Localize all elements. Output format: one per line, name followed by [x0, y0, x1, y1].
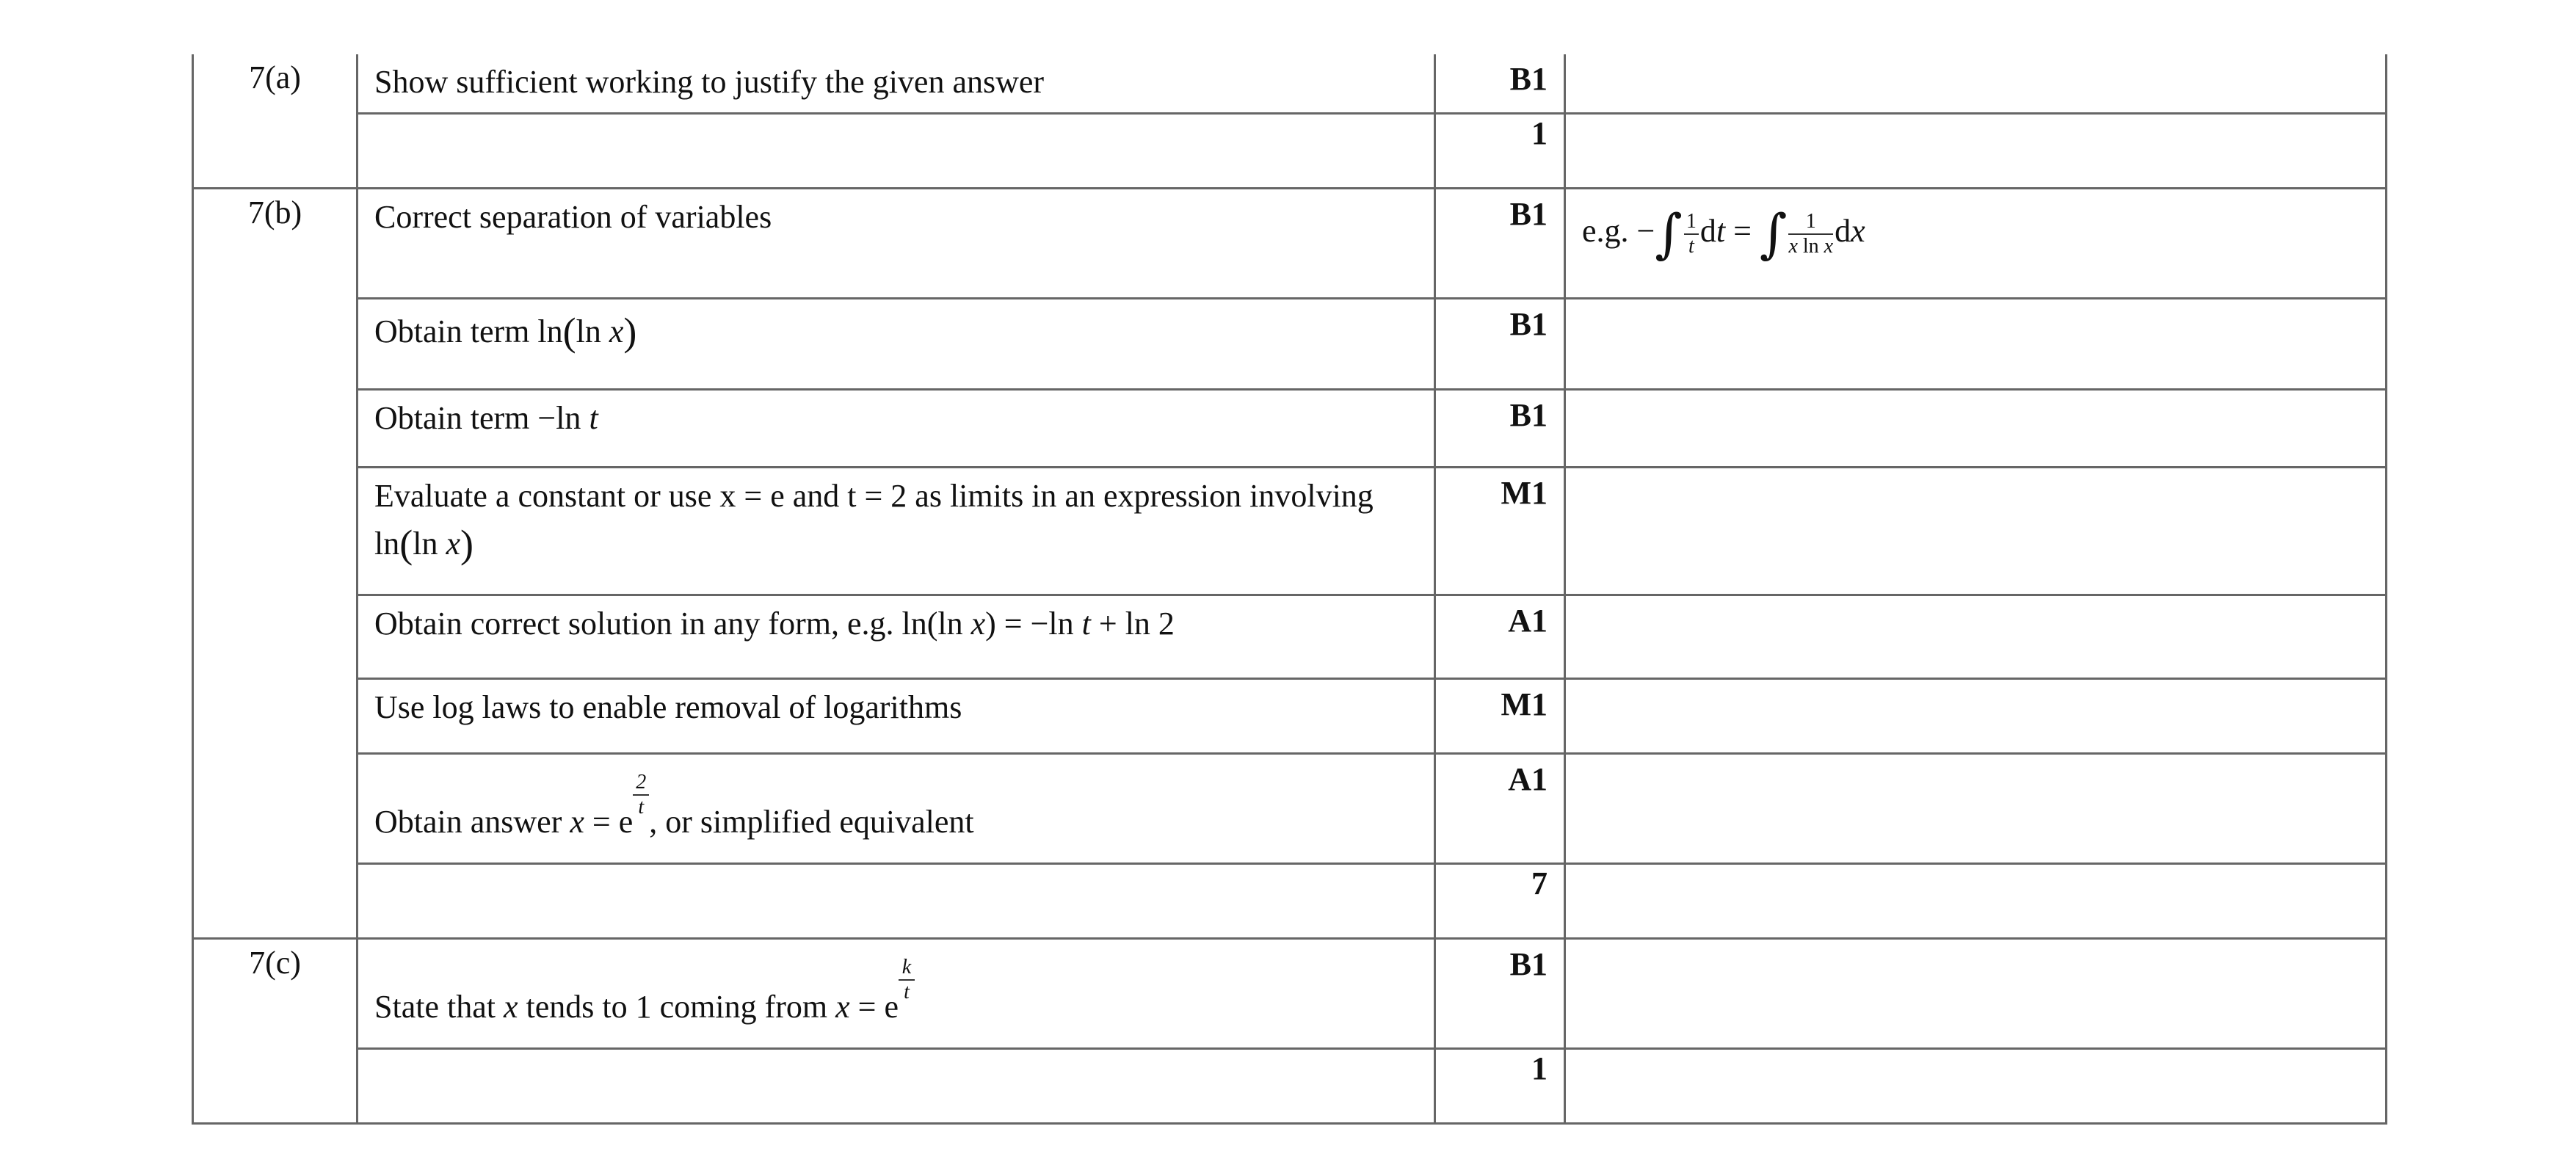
answer-cell: Correct separation of variables [358, 188, 1435, 298]
guidance-cell [1565, 113, 2387, 188]
guidance-cell [1565, 298, 2387, 389]
guidance-cell [1565, 467, 2387, 595]
mark-cell: B1 [1435, 188, 1565, 298]
table-row [193, 389, 2387, 467]
table-row [193, 188, 2387, 298]
answer-text: Obtain term [374, 399, 530, 436]
answer-text: Evaluate a constant or use x = e and t = 2 as limits in an expression involving [374, 477, 1374, 514]
total-mark: 1 [1435, 113, 1565, 188]
guidance-cell [1565, 188, 2387, 298]
answer-cell [358, 298, 1435, 389]
math-ln-ln-x: ln(ln x) [537, 309, 637, 354]
answer-cell: State that x tends to 1 coming from x = e k t [358, 938, 1435, 1048]
answer-cell [358, 863, 1435, 938]
mark-cell: B1 [1435, 938, 1565, 1048]
answer-cell [358, 389, 1435, 467]
guidance-cell [1565, 54, 2387, 113]
separation-formula: −∫ $\frac{1}{t}$ dt = ∫ $\frac{1}{\text{x ln x}}$ dx [1636, 202, 1865, 264]
math-ln-ln-x: ln(ln x) [374, 521, 474, 566]
answer-text: Obtain term [374, 313, 530, 349]
answer-cell [358, 1048, 1435, 1123]
math-x-equals-e-2-over-t: x = e 2 t [570, 804, 649, 840]
answer-cell [358, 595, 1435, 678]
table-row [193, 298, 2387, 389]
answer-text: State that [374, 988, 496, 1025]
table-row-total [193, 1048, 2387, 1123]
answer-text: tends to 1 coming from [526, 988, 828, 1025]
question-number: 7(b) [193, 188, 358, 938]
guidance-cell [1565, 938, 2387, 1048]
table-row-total [193, 113, 2387, 188]
mark-cell: B1 [1435, 298, 1565, 389]
guidance-prefix: e.g. [1582, 212, 1629, 249]
mark-cell: M1 [1435, 678, 1565, 753]
guidance-cell [1565, 595, 2387, 678]
math-minus-ln-t: −ln t [537, 399, 598, 436]
guidance-cell [1565, 389, 2387, 467]
answer-cell: Use log laws to enable removal of logarithms [358, 678, 1435, 753]
mark-cell: B1 [1435, 389, 1565, 467]
table-row [193, 753, 2387, 863]
guidance-cell [1565, 678, 2387, 753]
table-row [193, 678, 2387, 753]
guidance-cell [1565, 863, 2387, 938]
question-number: 7(a) [193, 54, 358, 188]
math-x-equals-e-k-over-t: x = e k t [835, 989, 915, 1025]
guidance-cell [1565, 1048, 2387, 1123]
table-row [193, 467, 2387, 595]
mark-scheme-table [192, 54, 2387, 1125]
answer-cell [358, 113, 1435, 188]
answer-cell [358, 467, 1435, 595]
mark-cell: M1 [1435, 467, 1565, 595]
mark-cell: A1 [1435, 595, 1565, 678]
total-mark: 1 [1435, 1048, 1565, 1123]
table-row-total [193, 863, 2387, 938]
table-row [193, 938, 2387, 1048]
table-row [193, 54, 2387, 113]
mark-cell: A1 [1435, 753, 1565, 863]
answer-cell [358, 753, 1435, 863]
math-solution: ln(ln x) = −ln t + ln 2 [901, 605, 1175, 642]
answer-text: Obtain correct solution in any form, e.g. [374, 605, 894, 642]
table-row [193, 595, 2387, 678]
total-mark: 7 [1435, 863, 1565, 938]
question-number: 7(c) [193, 938, 358, 1123]
answer-text: Obtain answer [374, 803, 562, 840]
answer-cell: Show sufficient working to justify the given answer [358, 54, 1435, 113]
mark-cell: B1 [1435, 54, 1565, 113]
guidance-cell [1565, 753, 2387, 863]
answer-suffix: , or simplified equivalent [649, 803, 974, 840]
